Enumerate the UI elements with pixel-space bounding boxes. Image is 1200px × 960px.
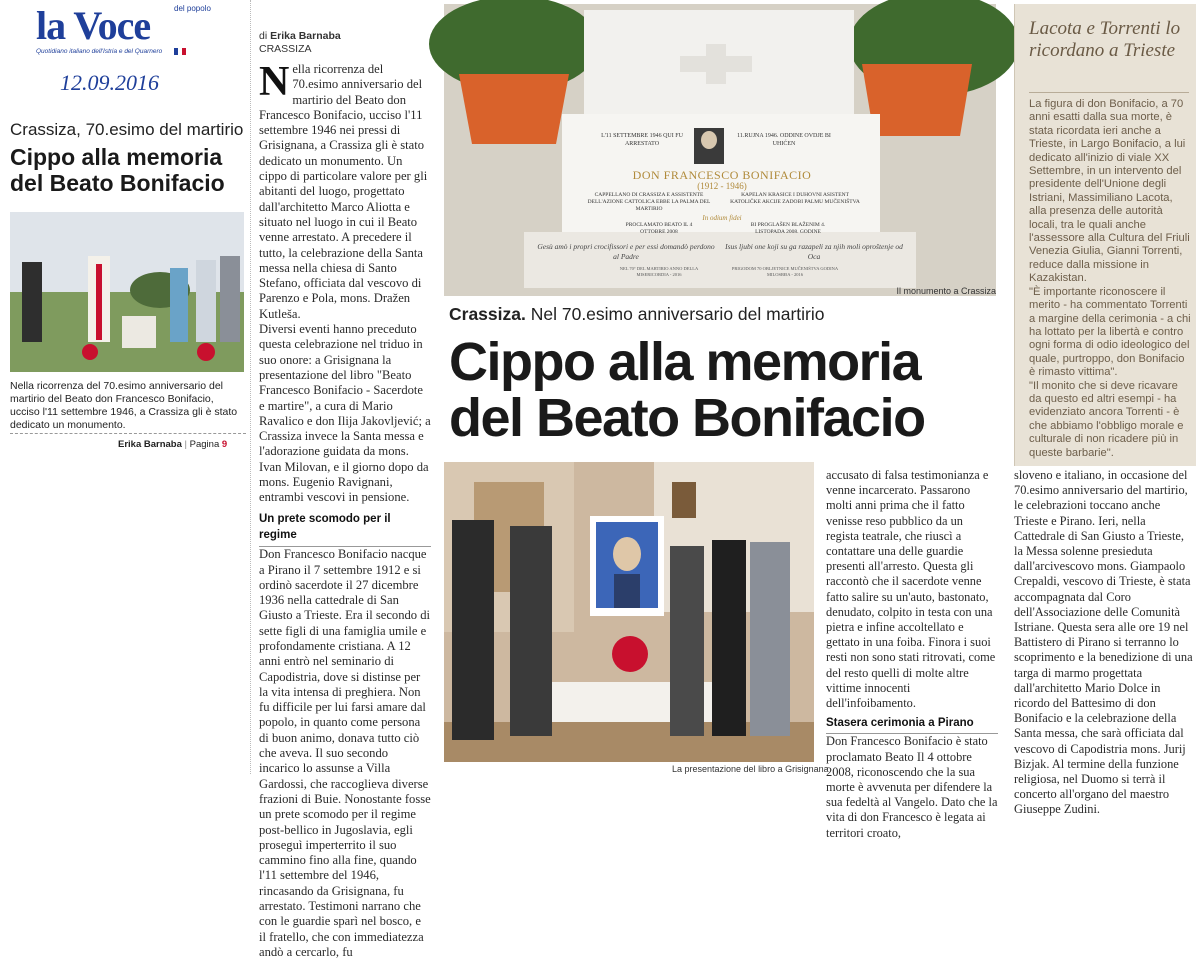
monument-photo (444, 4, 996, 296)
column-separator (250, 0, 251, 774)
teaser-caption: Nella ricorrenza del 70.esimo anniversario del martirio del Beato don Francesco Bonifacio, ucciso l'11 settembre 1946, a Crassiza gli è stato dedicato un monumento. (10, 380, 238, 431)
sidebar-title: Lacota e Torrenti lo ricordano a Trieste (1029, 18, 1181, 61)
monument-backdrop (444, 4, 996, 296)
main-kicker-bold: Crassiza. (449, 304, 526, 324)
book-photo-scene (444, 462, 814, 762)
column1-subhead-text: Un prete scomodo per il regime (259, 512, 391, 541)
plaque-script: In odium fidei (702, 214, 742, 222)
column1-subhead (259, 511, 431, 548)
teaser-footer-page-num: 9 (221, 439, 228, 450)
column3-para1: accusato di falsa testimonianza e venne incarcerato. Passarono molti anni prima che il fatto venisse reso pubblico da un regista teatrale, che riuscì a contattare una delle guardie presenti all'arresto. Questa gli raccontò che il sacerdote venne fatto salire su un'auto, bastonato, denudato, colpito in testa con una pietra e infine accoltellato e gettato in una foiba. Finora i suoi resti non sono stati ritrovati, come del resto quelli di molte altre vittime innocenti dell'infoibamento. (826, 468, 996, 711)
teaser-photo (10, 212, 244, 372)
teaser-footer-sep: | (184, 439, 188, 450)
column1-para3: Don Francesco Bonifacio nacque a Pirano il 7 settembre 1912 e si ordinò sacerdote il 27 dicembre 1936 nella cattedrale di San Giusto a Trieste. Era il secondo di sette figli di una famiglia umile e profondamente cristiana. A 12 anni entrò nel seminario di Capodistria, dove si distinse per la vita intensa di preghiera. Non fu difficile per lui farsi amare dal popolo, in quanto come persona di buon animo, donava tutto ciò che aveva. Il suo secondo incarico lo assunse a Villa Gardossi, che raccoglieva diverse frazioni di Buie. Nonostante fosse un prete scomodo per il regime post-bellico in Jugoslavia, egli proseguì imperterrito il suo cammino fino alla fine, quando l'11 settembre del 1946, rincasando da Grisignana, fu arrestato. Testimoni narrano che con le guardie sparì nel bosco, e il fratello, che con immediatezza andò a cercarlo, fu (259, 547, 431, 959)
main-headline-line1: Cippo alla memoria (449, 332, 921, 392)
book-photo (444, 462, 814, 762)
main-headline (449, 334, 997, 446)
column4-text (1014, 468, 1196, 817)
base-left-small: NEL 70° DEL MARTIRIO ANNO DELLA MISERICORDIA - 2016 (619, 266, 699, 277)
teaser-footer-author: Erika Barnaba (118, 439, 182, 450)
base-right: Isus ljubi one koji su ga razapeli za njih moli oproštenje od Oca (725, 242, 903, 261)
sidebar-body: La figura di don Bonifacio, a 70 anni esatti dalla sua morte, è stata ricordata ieri anche a Trieste, in Largo Bonifacio, a lui dedicato all'inizio di viale XX Settembre, in un intervento del presidente dell'Unione degli Istriani, Massimiliano Lacota, alla presenza delle autorità locali, tra le quali anche l'assessore alla Cultura del Friuli Venezia Giulia, Gianni Torrenti, reduce dalla missione in Kazakistan. (1029, 98, 1190, 285)
column1-para1: ella ricorrenza del 70.esimo anniversario del martirio del Beato don Francesco Bonifacio, ucciso l'11 settembre 1946 nei pressi di Grisignana, a Crassiza gli è stato dedicato un monumento. Un cippo di particolare valore per gli abitanti del luogo, progettato dall'architetto Marco Aliotta e situato nel luogo in cui il Beato venne arrestato. A precedere il tutto, la celebrazione della Santa messa nella chiesa di Santo Stefano, officiata dal vescovo di Parenzo e Pola, mons. Dražen Kutleša. (259, 62, 428, 321)
masthead-logo: la Voce (36, 3, 151, 48)
sidebar-divider (1029, 92, 1189, 93)
plaque-left-bottom: PROCLAMATO BEATO IL 4 OTTOBRE 2008 (625, 222, 693, 235)
sidebar-box (1014, 4, 1196, 466)
byline (259, 30, 439, 56)
base-right-small: PRIGODOM 70 OBLJETNICE MUČENIŠTVA GODINA MILOSRĐA - 2016 (731, 266, 839, 277)
main-kicker-rest: Nel 70.esimo anniversario del martirio (530, 304, 825, 324)
plaque-right-top: 11.RUJNA 1946. ODDINE OVDJE BI UHIĆEN (737, 133, 831, 147)
teaser-footer-page-label: Pagina (189, 439, 220, 450)
book-photo-caption: La presentazione del libro a Grisignana (672, 764, 829, 774)
column3-subhead-text: Stasera cerimonia a Pirano (826, 717, 974, 730)
masthead-logo-small: del popolo (174, 4, 211, 13)
plaque-left-mid: CAPPELLANO DI CRASSIZA E ASSISTENTE DELL'AZIONE CATTOLICA EBBE LA PALMA DEL MARTIRIO (587, 192, 711, 212)
plaque-right-mid: KAPELAN KRASICE I DUHOVNI ASISTENT KATOLIČKE AKCIJE ZADOBI PALMU MUČENIŠTVA (730, 192, 860, 205)
plaque-right-bottom: BI PROGLAŠEN BLAŽENIM 4. LISTOPADA 2008. GODINE (750, 222, 826, 235)
monument-photo-caption: Il monumento a Crassiza (896, 286, 996, 296)
teaser-divider (10, 433, 246, 434)
sidebar-quote1: "È importante riconoscere il merito - ha commentato Torrenti a margine della cerimonia - a chi ha lottato per la libertà e contro ogni forma di odio ideologico del quale, purtroppo, don Bonifacio è rimasto vittima". (1029, 285, 1191, 379)
masthead (36, 4, 226, 64)
plaque-left-top: L'11 SETTEMBRE 1946 QUI FU ARRESTATO (601, 133, 683, 147)
main-kicker (449, 304, 997, 325)
column3-text (826, 468, 998, 840)
column3-para2: Don Francesco Bonifacio è stato proclamato Beato Il 4 ottobre 2008, riconoscendo che la sua morte è avvenuta per difendere la sua fedeltà al Vangelo. Dato che la vita di don Francesco è legata ai territori croato, (826, 734, 998, 840)
column4-para1: sloveno e italiano, in occasione del 70.esimo anniversario del martirio, le celebrazioni toccano anche Trieste e Pirano. Ieri, nella Cattedrale di San Giusto a Trieste, la Messa solenne presieduta dall'arcivescovo mons. Giampaolo Crepaldi, vescovo di Trieste, è stata accompagnata dal Coro dell'Associazione delle Comunità Istriane. Questa sera alle ore 19 nel Battistero di Pirano si terranno lo scoprimento e la benedizione di una targa di marmo progettata dall'architetto Mario Dolce in ricordo del Battesimo di don Bonifacio e la celebrazione della Santa messa, che sarà officiata dal vescovo di Capodistria mons. Jurij Bizjak. Al termine della funzione religiosa, nel Duomo si terrà il concerto all'organo del maestro Giuseppe Zudini. (1014, 468, 1193, 817)
column3-subhead (826, 715, 998, 734)
flag-icon (174, 48, 186, 55)
sidebar-quote2: "Il monito che si deve ricavare da questo ed altri esempi - ha evidenziato ancora Torrenti - è che abbiamo l'obbligo morale e culturale di non ricadere più in queste barbarie". (1029, 379, 1184, 459)
teaser-footer (118, 439, 248, 450)
byline-author: Erika Barnaba (270, 30, 341, 42)
byline-place: CRASSIZA (259, 43, 312, 55)
plaque-years: (1912 - 1946) (697, 181, 747, 191)
dropcap: N (259, 59, 290, 105)
teaser-headline: Cippo alla memoria del Beato Bonifacio (10, 144, 225, 196)
teaser-kicker: Crassiza, 70.esimo del martirio (10, 120, 244, 139)
plaque-name: DON FRANCESCO BONIFACIO (632, 168, 812, 182)
column1-para2: Diversi eventi hanno preceduto questa celebrazione nel triduo in suo onore: a Grisignana la presentazione del libro "Beato Francesco Bonifacio - Sacerdote e martire", a cura di Mario Ravalico e don Ilija Jakovljević; a Crassiza invece la Santa messa e l'adorazione guidata da mons. Ivan Milovan, e il giorno dopo da mons. Eugenio Ravignani, entrambi vescovi in pensione. (259, 322, 431, 505)
sidebar-text (1029, 98, 1193, 460)
base-left: Gesù amò i propri crocifissori e per essi domandò perdono al Padre (537, 242, 715, 261)
main-headline-line2: del Beato Bonifacio (449, 388, 925, 448)
column1-text (259, 59, 431, 959)
byline-prefix: di (259, 30, 268, 42)
issue-date: 12.09.2016 (60, 70, 159, 95)
byline-author-line (259, 30, 439, 43)
masthead-tagline: Quotidiano italiano dell'Istria e del Quarnero (36, 48, 163, 55)
